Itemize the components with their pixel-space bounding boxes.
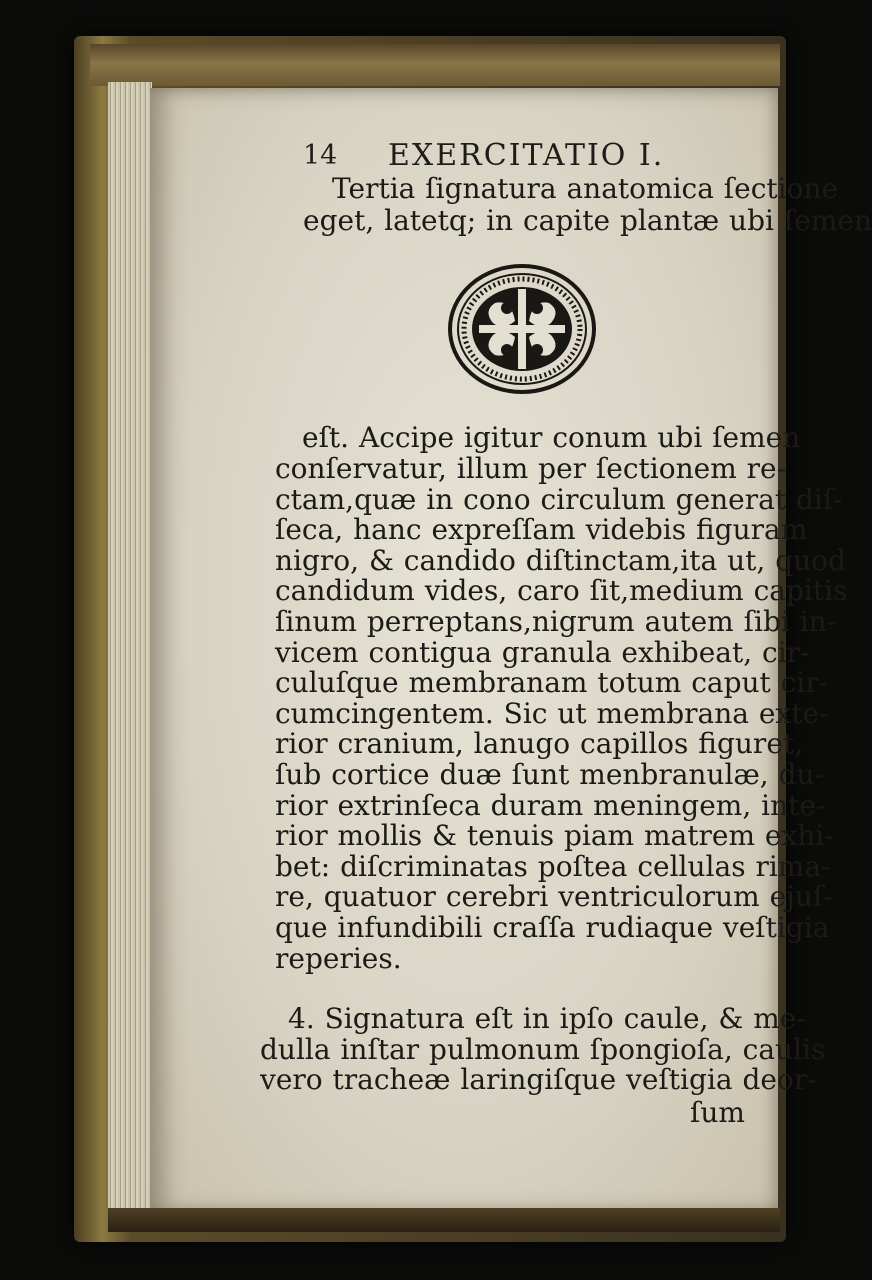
text-line: rior extrinſeca duram meningem, inte- [275, 788, 826, 822]
text-line: rior cranium, lanugo capillos figuret, [275, 727, 804, 761]
text-line: candidum vides, caro ſit,medium capitis [275, 574, 848, 608]
cover-top-edge [90, 44, 780, 86]
text-line: ſub cortice duæ ſunt menbranulæ, du- [275, 757, 824, 791]
text-line: 4. Signatura eſt in ipſo caule, & me- [288, 1002, 806, 1035]
body-paragraph-first-line [302, 423, 800, 454]
text-line: bet: diſcriminatas poſtea cellulas rima- [275, 849, 831, 883]
page-number: 14 [303, 140, 338, 171]
header-title: EXERCITATIO I. [388, 138, 665, 173]
text-line: nigro, & candido diſtinctam,ita ut, quod [275, 543, 846, 577]
text-line: vicem contigua granula exhibeat, cir- [275, 635, 810, 669]
text-line: ſinum perreptans,nigrum autem ſibi in- [275, 604, 837, 638]
text-line: Tertia ſignatura anatomica ſectione [332, 172, 839, 205]
text-line: conſervatur, illum per ſectionem re- [275, 452, 787, 485]
top-paragraph-cont [303, 206, 872, 237]
text-line: rior mollis & tenuis piam matrem exhi- [275, 819, 834, 853]
text-line: que infundibili craſſa rudiaque veſtigia [275, 910, 830, 944]
text-line: eget, latetq; in capite plantæ ubi ſemen [303, 204, 872, 237]
text-line: reperies. [275, 941, 402, 975]
text-line: cumcingentem. Sic ut membrana exte- [275, 696, 829, 730]
text-line: eſt. Accipe igitur conum ubi ſemen [302, 421, 801, 454]
section-4-paragraph [260, 1004, 825, 1096]
text-line: ctam,quæ in cono circulum generat diſ- [275, 482, 843, 516]
cover-bottom-edge [108, 1208, 780, 1232]
page-edges [108, 82, 152, 1212]
circular-woodcut-ornament-icon [447, 263, 597, 395]
text-line: vero tracheæ laringiſque veſtigia deor- [260, 1063, 817, 1097]
text-line: culuſque membranam totum caput cir- [275, 666, 829, 700]
catchword-text: ſum [690, 1096, 745, 1129]
body-paragraph [275, 454, 847, 974]
top-paragraph [332, 174, 838, 205]
text-line: re, quatuor cerebri ventriculorum ejuſ- [275, 880, 833, 914]
text-line: dulla inſtar pulmonum ſpongioſa, caulis [260, 1032, 826, 1066]
catchword [690, 1098, 745, 1129]
text-line: ſeca, hanc expreſſam videbis figuram [275, 513, 808, 547]
